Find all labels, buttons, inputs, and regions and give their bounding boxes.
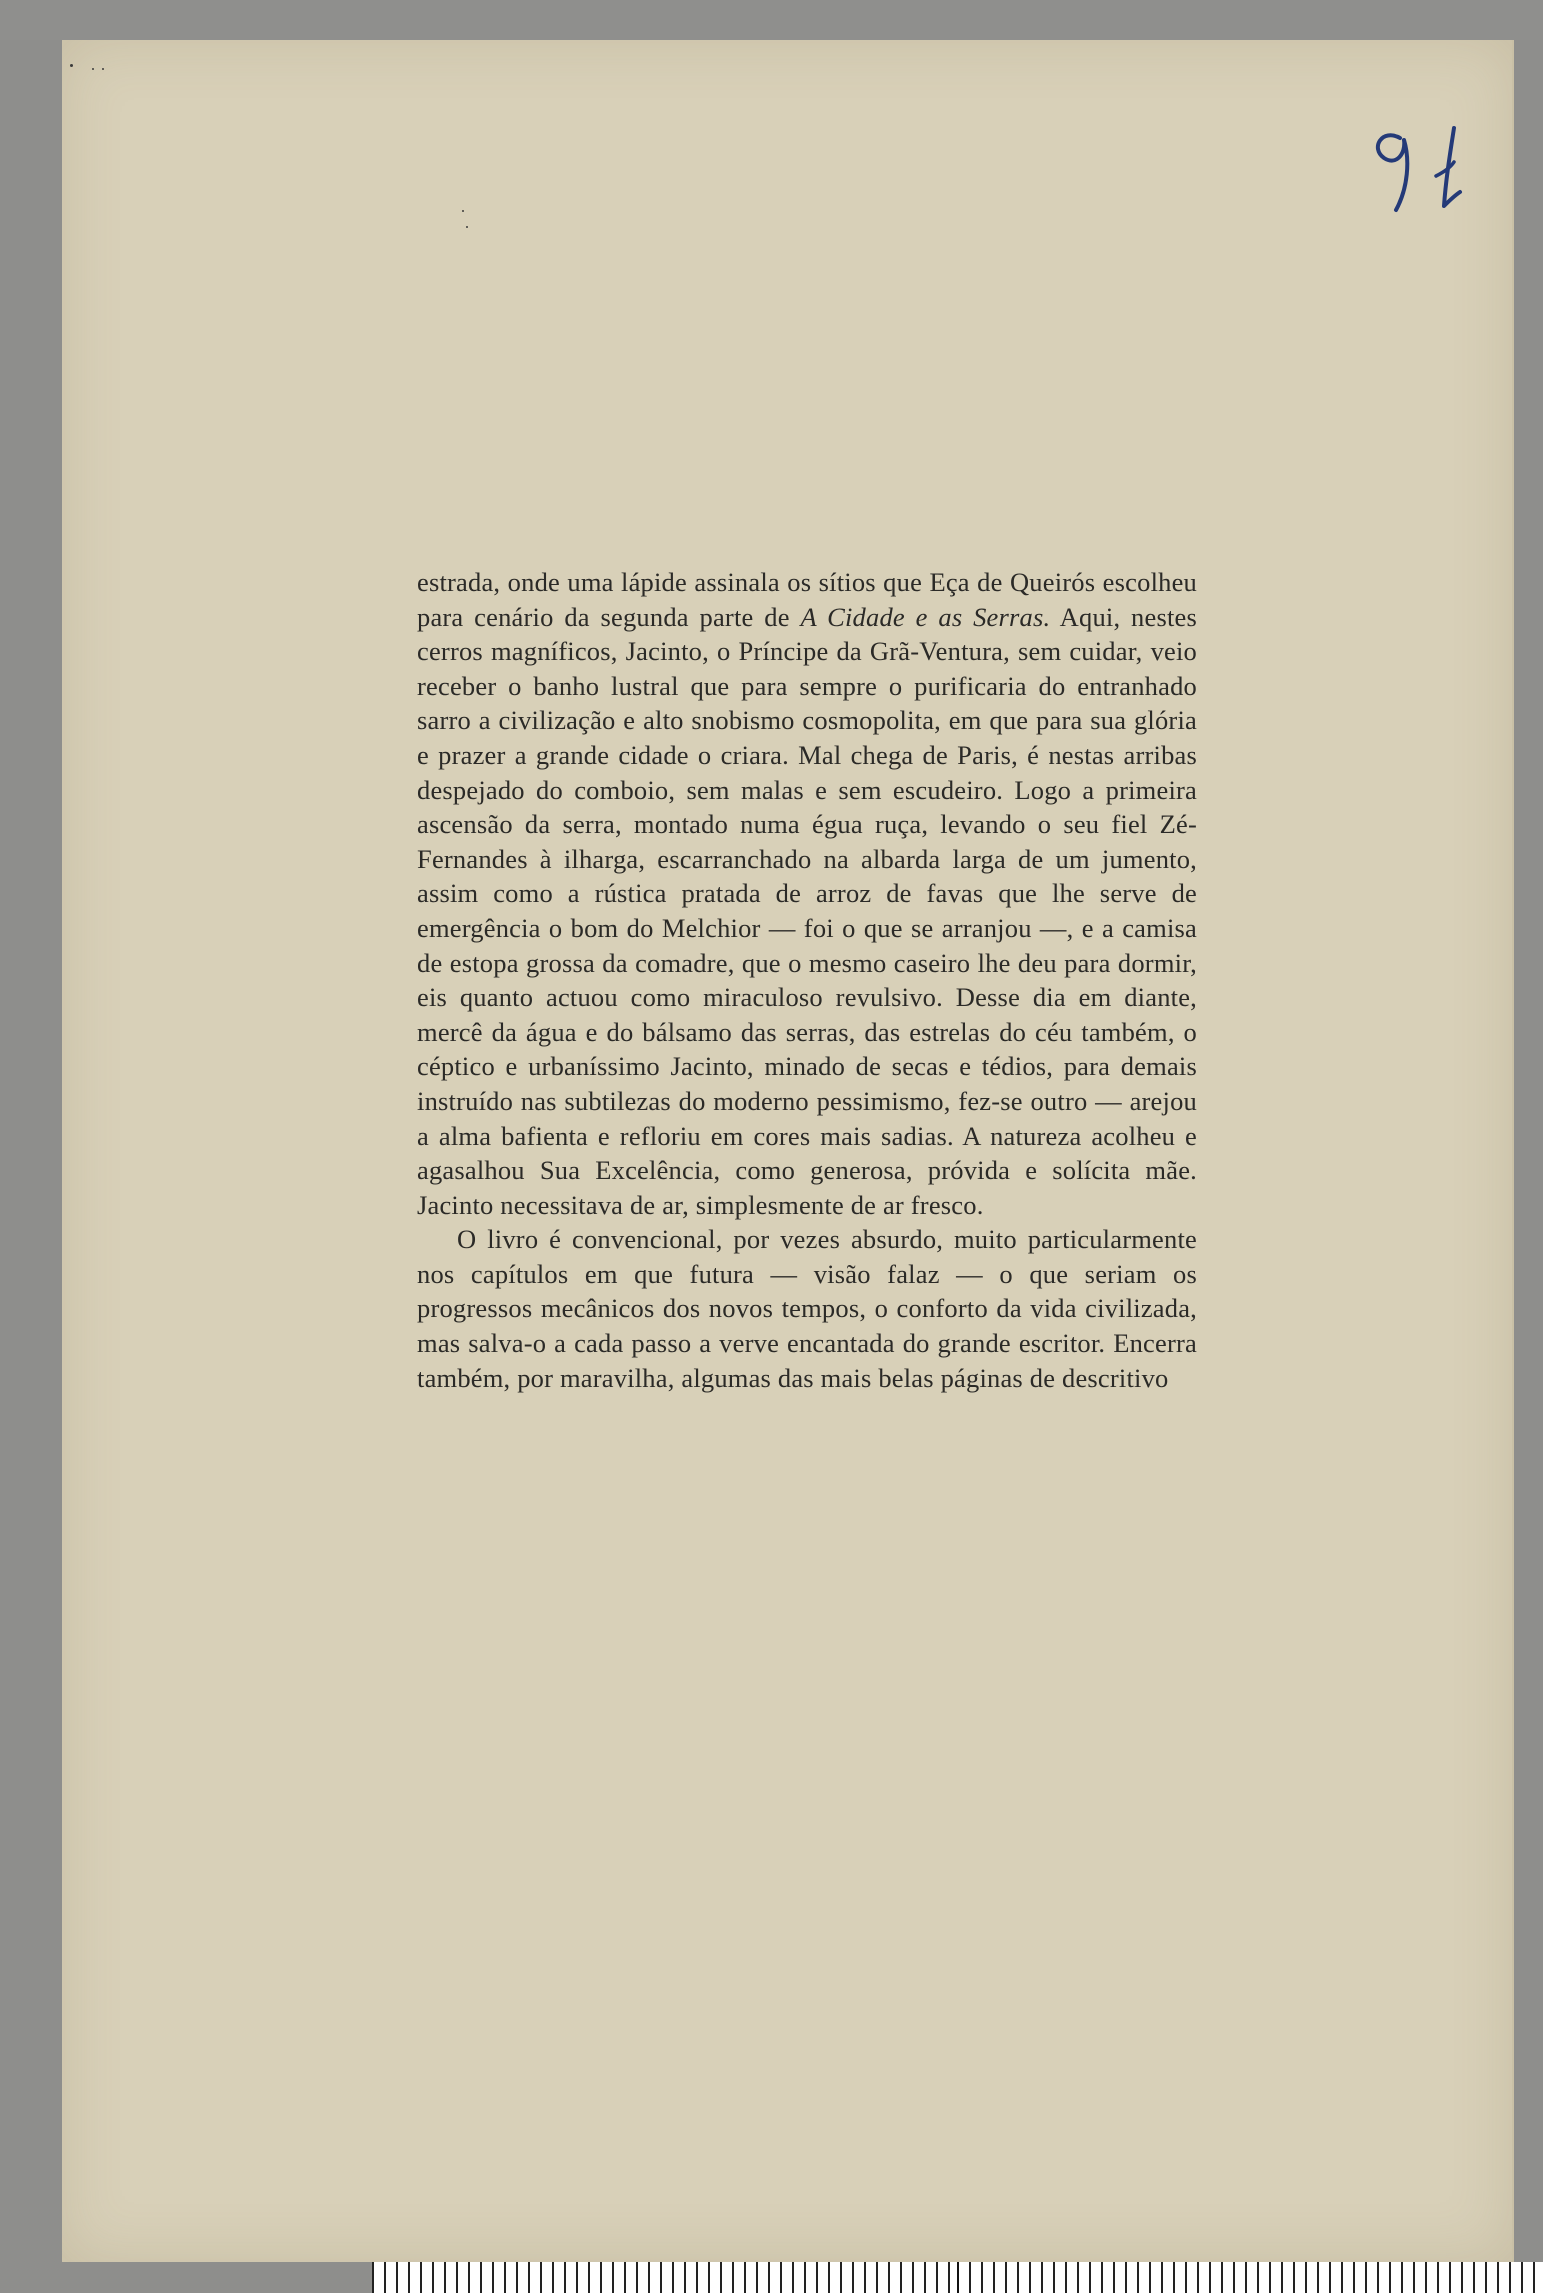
ink-speck: [466, 226, 468, 228]
ink-speck: [70, 64, 73, 67]
ink-speck: [92, 68, 94, 70]
document-page: [62, 40, 1514, 2262]
ruler-segment: [957, 2262, 1543, 2293]
ruler-segment: [372, 2262, 957, 2293]
handwritten-page-number-glyphs: [1362, 110, 1502, 230]
text-run: Aqui, nestes cerros magníficos, Jacinto, o Príncipe da Grã-Ventura, sem cuidar, veio receber o banho lustral que para sempre o purificaria do entranhado sarro a civilização e alto snobismo cosmopolita, em que para sua glória e prazer a grande cidade o criara. Mal chega de Paris, é nestas arribas despejado do comboio, sem malas e sem escudeiro. Logo a primeira ascensão da serra, montado numa égua ruça, levando o seu fiel Zé-Fernandes à ilharga, escarranchado na albarda larga de um jumento, assim como a rústica pratada de arroz de favas que lhe serve de emergência o bom do Melchior — foi o que se arranjou —, e a camisa de estopa grossa da comadre, que o mesmo caseiro lhe deu para dormir, eis quanto actuou como miraculoso revulsivo. Desse dia em diante, mercê da água e do bálsamo das serras, das estrelas do céu também, o céptico e urbaníssimo Jacinto, minado de secas e tédios, para demais instruído nas subtilezas do moderno pessimismo, fez-se outro — arejou a alma bafienta e refloriu em cores mais sadias. A natureza acolheu e agasalhou Sua Excelência, como generosa, próvida e solícita mãe. Jacinto necessitava de ar, simplesmente de ar fresco.: [417, 601, 1198, 1220]
ink-speck: [102, 68, 104, 70]
body-text: [417, 565, 1197, 1395]
book-title: A Cidade e as Serras.: [800, 601, 1051, 632]
handwritten-page-number: [1362, 110, 1502, 230]
ink-speck: [462, 210, 464, 212]
paragraph-2: [417, 1222, 1197, 1395]
text-run: O livro é convencional, por vezes absurdo, muito particularmente nos capítulos em que futura — visão falaz — o que seriam os progressos mecânicos dos novos tempos, o conforto da vida civilizada, mas salva-o a cada passo a verve encantada do grande escritor. Encerra também, por maravilha, algumas das mais belas páginas de descritivo: [417, 1224, 1197, 1393]
scan-background: [0, 0, 1543, 40]
scan-scale-ruler: [372, 2262, 1543, 2293]
paragraph-1: [417, 565, 1197, 1222]
text-run: estrada, onde uma lápide assinala os sítios que Eça de Queirós escolheu para cenário da segunda parte de: [417, 567, 1197, 632]
